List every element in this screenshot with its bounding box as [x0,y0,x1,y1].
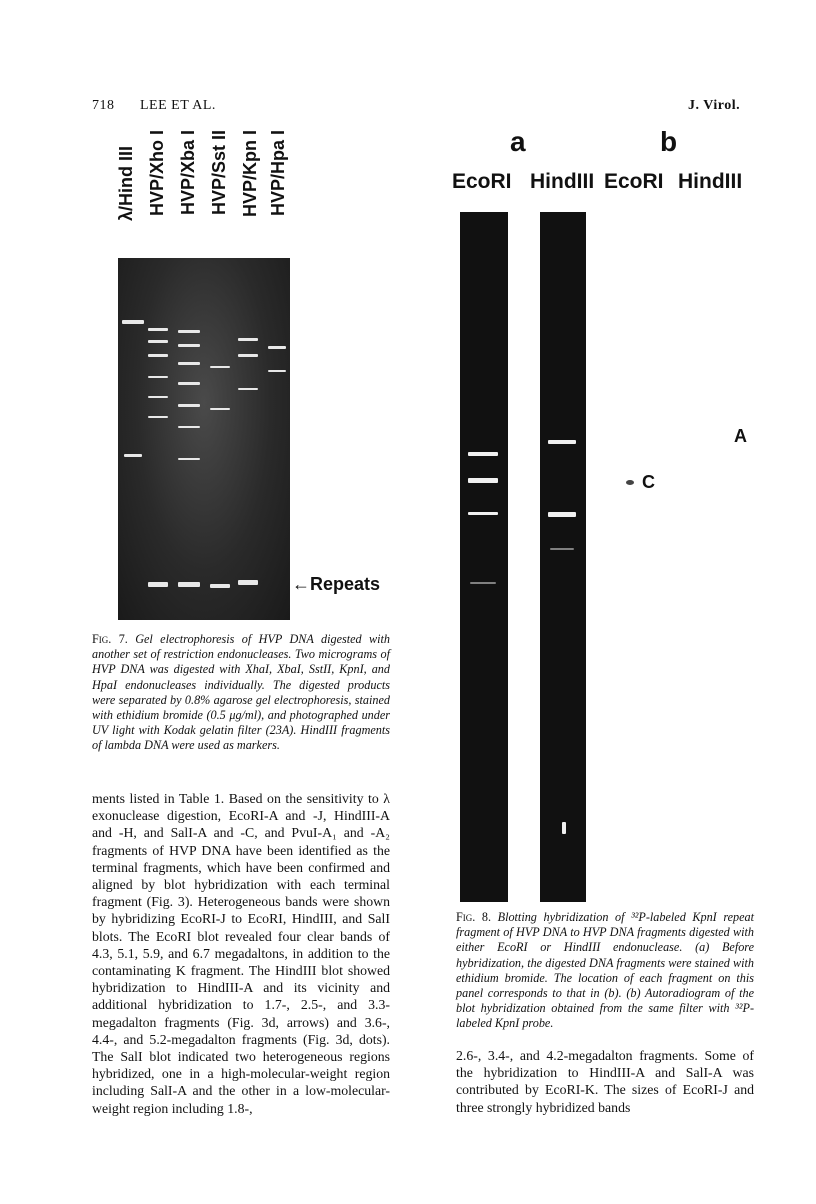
blot-band [468,478,498,483]
lane-label: HVP/Sst II [209,130,229,216]
journal-name: J. Virol. [688,98,741,113]
blot-band [550,548,574,550]
gel-band-repeat [210,584,230,588]
gel-band [148,328,168,331]
gel-band [148,396,168,398]
col-label-ecori-b: EcoRI [604,170,664,193]
fig7-gel-image [118,258,290,620]
blot-spot [562,822,566,834]
blot-band [468,452,498,456]
running-authors: LEE ET AL. [140,98,216,113]
lane-label: λ/Hind III [116,146,136,222]
fig8-caption [456,910,754,1032]
gel-band [210,366,230,368]
fig7-caption-text: Gel electrophoresis of HVP DNA digested with another set of restriction endonucleases. Two micrograms of HVP DNA was digested with XhaI, XbaI, SstII, KpnI, and HpaI endonucleases individually. The digested products were separated by 0.8% agarose gel electrophoresis, stained with ethidium bromide (0.5 μg/ml), and photographed under UV light with Kodak gelatin filter (23A). HindIII fragments of lambda DNA were used as markers. [92,632,390,753]
lane-label: HVP/Xho I [147,130,167,217]
blot-band [468,512,498,515]
gel-band [238,338,258,341]
gel-band-repeat [238,580,258,585]
gel-band [178,458,200,460]
gel-band [178,330,200,333]
fig7-caption-lead: Fig. 7. [92,632,128,646]
fragment-label-c: C [642,472,655,492]
gel-band-repeat [148,582,168,587]
ecori-blot-strip [460,212,508,902]
gel-band [268,346,286,349]
gel-band [124,454,142,457]
panel-a-label: a [510,126,526,157]
fig8-caption-text: Blotting hybridization of ³²P-labeled KpnI repeat fragment of HVP DNA to HVP DNA fragments digested with either EcoRI or HindIII endonuclease. (a) Before hybridization, the digested DNA fragments were stained with ethidium bromide. The location of each fragment on this panel corresponds to that in (b). (b) Autoradiogram of the blot hybridization obtained from the same filter with ³²P-labeled KpnI probe. [456,910,754,1031]
blot-band [548,440,576,444]
lane-label: HVP/Hpa I [268,130,288,217]
gel-band-repeat [178,582,200,587]
gel-band [238,354,258,357]
gel-band [178,426,200,428]
hindiii-blot-strip [540,212,586,902]
gel-band [210,408,230,410]
col-label-hindiii-a: HindIII [530,170,595,193]
gel-band [178,344,200,347]
page-number: 718 [92,98,115,113]
gel-band [148,340,168,343]
lane-label: HVP/Xba I [178,130,198,216]
lane-label: HVP/Kpn I [240,130,260,218]
body-text-left: ments listed in Table 1. Based on the sensitivity to λ exonuclease digestion, EcoRI-A and -J, HindIII-A and -H, and SalI-A and -C, and PvuI-A₁ and -A₂ fragments of HVP DNA have been identified as the terminal fragments, which have been confirmed and aligned by blot hybridization with each terminal fragment (Fig. 3). Heterogeneous bands were shown by hybridizing EcoRI-J to EcoRI, HindIII, and SalI blots. The EcoRI blot revealed four clear bands of 4.3, 5.1, 5.9, and 6.7 megadaltons, in addition to the contaminating K fragment. The HindIII blot showed hybridization to HindIII-A and its vicinity and additional hybridization to 1.7-, 2.5-, and 3.3-megadalton fragments (Fig. 3d, arrows) and 3.6-, 4.4-, and 5.2-megadalton fragments (Fig. 3d, dots). The SalI blot indicated two heterogeneous regions hybridized, one in a high-molecular-weight region including SalI-A and the other in a low-molecular-weight region including 1.8-, [92,791,390,1116]
gel-band [178,382,200,385]
blot-band [470,582,496,584]
fragment-label-a: A [734,426,747,446]
col-label-hindiii-b: HindIII [678,170,743,193]
fig8-caption-lead: Fig. 8. [456,910,492,924]
gel-band [148,376,168,378]
gel-band [148,354,168,357]
gel-band [122,320,144,324]
body-text-right: 2.6-, 3.4-, and 4.2-megadalton fragments. Some of the hybridization to HindIII-A and SalI-A was contributed by EcoRI-K. The sizes of EcoRI-J and three strongly hybridized bands [456,1048,754,1115]
blot-band [548,512,576,517]
repeats-arrow-label: ←Repeats [292,574,381,594]
hybridization-spot [626,480,634,485]
gel-band [178,362,200,365]
panel-b-label: b [660,126,678,157]
gel-band [178,404,200,407]
col-label-ecori-a: EcoRI [452,170,512,193]
gel-band [238,388,258,390]
gel-band [148,416,168,418]
fig7-caption [92,632,390,754]
gel-band [268,370,286,372]
